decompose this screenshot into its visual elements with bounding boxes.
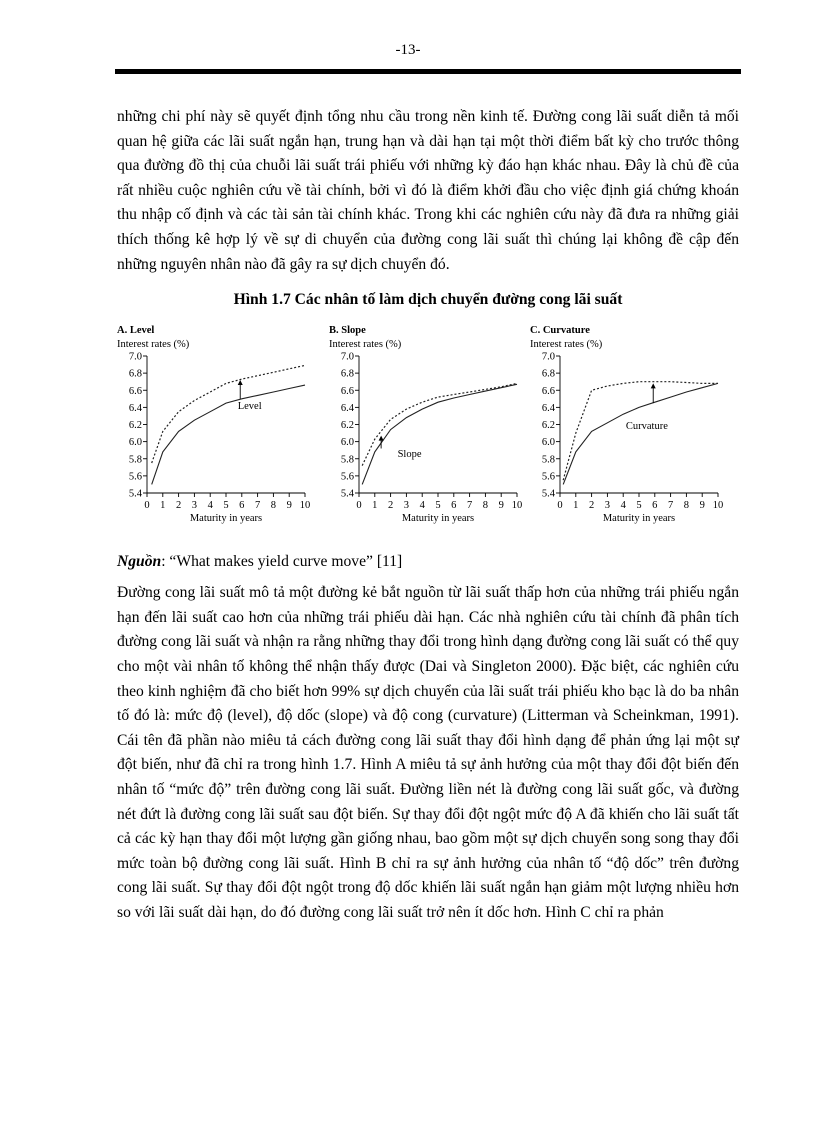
x-tick-label: 8: [683, 500, 690, 512]
y-axis-label: Interest rates (%): [530, 339, 603, 351]
x-tick-label: 9: [286, 500, 292, 512]
x-tick-label: 7: [466, 500, 473, 512]
shift-arrow-head: [238, 380, 243, 385]
figure-caption: Hình 1.7 Các nhân tố làm dịch chuyển đường cong lãi suất: [233, 291, 623, 309]
x-tick-label: 0: [144, 500, 150, 512]
y-tick-label: 5.6: [340, 471, 354, 483]
chart-annotation: Level: [237, 401, 262, 413]
series-line-after-shock: [152, 366, 305, 464]
y-tick-label: 6.4: [128, 403, 142, 415]
x-tick-label: 5: [636, 500, 642, 512]
series-line-original: [152, 385, 305, 484]
shift-arrow-head: [651, 384, 656, 389]
y-tick-label: 5.4: [541, 488, 555, 500]
x-tick-label: 2: [175, 500, 182, 512]
y-tick-label: 5.8: [541, 454, 555, 466]
y-tick-label: 6.0: [340, 437, 354, 449]
source-label: Nguồn: [117, 553, 162, 571]
x-tick-label: 10: [712, 500, 724, 512]
y-tick-label: 6.2: [340, 420, 354, 432]
paragraph-explanation: Đường cong lãi suất mô tả một đường kẻ bắt nguồn từ lãi suất thấp hơn của những trái phiếu ngắn hạn đến lãi suất cao hơn của những trái phiếu dài hạn. Các nhà nghiên cứu tài chính đã phân tích đường cong lãi suất và nhận ra rằng những thay đổi trong hình dạng đường cong lãi suất có thể quy cho một vài nhân tố không thể nhận thấy được (Dai và Singleton 2000). Đặc biệt, các nghiên cứu theo kinh nghiệm đã cho biết hơn 99% sự dịch chuyển của lãi suất trái phiếu kho bạc là do ba nhân tố đó là: mức độ (level), độ dốc (slope) và độ cong (curvature) (Litterman và Scheinkman, 1991). Cái tên đã phần nào miêu tả cách đường cong lãi suất thay đổi hình dạng để phản ứng lại một sự đột biến, như đã chỉ ra trong hình 1.7. Hình A miêu tả sự ảnh hưởng của một thay đổi đột biến đến nhân tố “mức độ” trên đường cong lãi suất. Đường liền nét là đường cong lãi suất gốc, và đường nét đứt là đường cong lãi suất sau đột biến. Sự thay đổi đột ngột mức độ A đã khiến cho lãi suất tất cả các kỳ hạn thay đổi một lượng gần giống nhau, bao gồm một sự dịch chuyển song song thay đổi mức toàn bộ đường cong lãi suất. Hình B chỉ ra sự ảnh hưởng của nhân tố “độ dốc” trên đường cong lãi suất. Sự thay đổi đột ngột trong độ dốc khiến lãi suất ngắn hạn giảm một lượng nhiều hơn so với lãi suất dài hạn, do đó đường cong lãi suất trở nên ít dốc hơn. Hình C chỉ ra phản: [117, 584, 739, 921]
x-tick-label: 2: [588, 500, 595, 512]
chart-annotation: Slope: [397, 449, 422, 461]
chart-annotation: Curvature: [625, 420, 668, 432]
x-tick-label: 6: [652, 500, 658, 512]
x-tick-label: 4: [207, 500, 213, 512]
x-tick-label: 8: [482, 500, 489, 512]
y-tick-label: 6.6: [541, 385, 555, 397]
chart-slope: [329, 321, 529, 533]
figure-1-7: [117, 321, 739, 533]
chart-level: [117, 321, 317, 533]
y-tick-label: 6.4: [340, 403, 354, 415]
x-tick-label: 7: [254, 500, 261, 512]
x-tick-label: 1: [372, 500, 378, 512]
y-tick-label: 7.0: [340, 351, 354, 363]
y-tick-label: 7.0: [541, 351, 555, 363]
y-tick-label: 6.6: [128, 385, 142, 397]
x-tick-label: 9: [699, 500, 705, 512]
y-tick-label: 5.8: [340, 454, 354, 466]
x-tick-label: 4: [419, 500, 425, 512]
chart-title: B. Slope: [329, 325, 366, 337]
x-tick-label: 5: [223, 500, 229, 512]
x-tick-label: 0: [557, 500, 563, 512]
x-tick-label: 3: [191, 500, 198, 512]
x-tick-label: 1: [573, 500, 579, 512]
x-tick-label: 6: [239, 500, 245, 512]
shift-arrow-head: [379, 436, 384, 441]
y-tick-label: 6.4: [541, 403, 555, 415]
chart-title: A. Level: [117, 325, 155, 337]
x-tick-label: 8: [270, 500, 277, 512]
x-tick-label: 2: [387, 500, 394, 512]
header-rule: [115, 69, 741, 74]
chart-title: C. Curvature: [530, 325, 590, 337]
x-tick-label: 7: [667, 500, 674, 512]
y-axis-label: Interest rates (%): [329, 339, 402, 351]
chart-panel-slope: [329, 321, 529, 533]
x-tick-label: 4: [620, 500, 626, 512]
x-tick-label: 10: [511, 500, 523, 512]
x-axis-label: Maturity in years: [189, 513, 263, 525]
y-axis-label: Interest rates (%): [117, 339, 190, 351]
y-tick-label: 5.4: [128, 488, 142, 500]
x-tick-label: 6: [451, 500, 457, 512]
x-tick-label: 3: [403, 500, 410, 512]
y-tick-label: 5.6: [128, 471, 142, 483]
x-tick-label: 0: [356, 500, 362, 512]
series-line-after-shock: [362, 384, 517, 484]
y-tick-label: 6.2: [128, 420, 142, 432]
x-tick-label: 5: [435, 500, 441, 512]
chart-panel-level: [117, 321, 317, 533]
x-tick-label: 10: [299, 500, 311, 512]
paragraph-intro: những chi phí này sẽ quyết định tổng nhu cầu trong nền kinh tế. Đường cong lãi suất diễn tả mối quan hệ giữa các lãi suất ngắn hạn, trung hạn và dài hạn tại một thời điểm bất kỳ cho trước thông qua đường đồ thị của chuỗi lãi suất trái phiếu với những kỳ đáo hạn khác nhau. Đây là chủ đề của rất nhiều cuộc nghiên cứu về tài chính, bởi vì đó là điểm khởi đầu cho việc định giá chứng khoán thu nhập cố định và các tài sản tài chính khác. Trong khi các nghiên cứu này đã đưa ra những giải thích thống kê hợp lý về sự di chuyển của đường cong lãi suất thì chúng lại không đề cập đến những nguyên nhân nào đã gây ra sự dịch chuyển đó.: [117, 108, 739, 273]
x-tick-label: 9: [498, 500, 504, 512]
y-tick-label: 7.0: [128, 351, 142, 363]
series-line-original: [563, 384, 718, 485]
chart-panel-curvature: [530, 321, 730, 533]
y-tick-label: 6.6: [340, 385, 354, 397]
y-tick-label: 5.8: [128, 454, 142, 466]
y-tick-label: 5.4: [340, 488, 354, 500]
y-tick-label: 5.6: [541, 471, 555, 483]
y-tick-label: 6.8: [340, 368, 354, 380]
y-tick-label: 6.0: [128, 437, 142, 449]
x-tick-label: 3: [604, 500, 611, 512]
y-tick-label: 6.8: [128, 368, 142, 380]
page-number: -13-: [395, 42, 421, 58]
x-tick-label: 1: [160, 500, 166, 512]
y-tick-label: 6.2: [541, 420, 555, 432]
y-tick-label: 6.0: [541, 437, 555, 449]
series-line-original: [362, 384, 517, 466]
source-text: : “What makes yield curve move” [11]: [161, 553, 403, 571]
page-content: [117, 105, 739, 925]
x-axis-label: Maturity in years: [401, 513, 475, 525]
x-axis-label: Maturity in years: [602, 513, 676, 525]
chart-curvature: [530, 321, 730, 533]
y-tick-label: 6.8: [541, 368, 555, 380]
figure-source: [117, 553, 739, 571]
